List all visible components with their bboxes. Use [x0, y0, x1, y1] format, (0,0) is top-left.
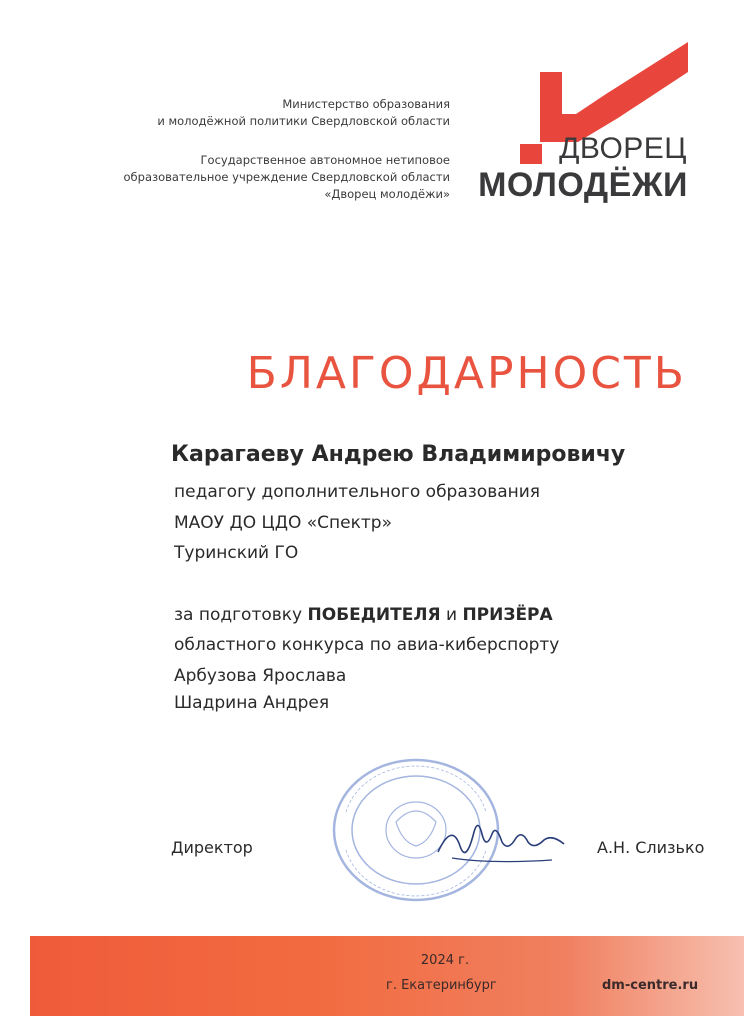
footer-city: г. Екатеринбург	[386, 978, 497, 993]
institution-line-2: образовательное учреждение Свердловской области	[123, 170, 450, 184]
director-label: Директор	[171, 838, 253, 857]
recipient-organization: МАОУ ДО ЦДО «Спектр»	[174, 513, 392, 533]
footer-year: 2024 г.	[420, 953, 470, 968]
institution-name	[124, 152, 450, 203]
footer-website: dm-centre.ru	[602, 978, 699, 993]
student-1: Арбузова Ярослава	[174, 666, 347, 686]
director-name: А.Н. Слизько	[597, 838, 705, 857]
contest-name: областного конкурса по авиа-киберспорту	[174, 635, 560, 655]
footer-year-container	[0, 953, 744, 968]
recipient-position: педагогу дополнительного образования	[174, 482, 541, 502]
reason-prize: ПРИЗЁРА	[462, 605, 553, 625]
recipient-district: Туринский ГО	[174, 543, 299, 563]
institution-line-1: Государственное автономное нетиповое	[200, 153, 450, 167]
logo-text-line-1: ДВОРЕЦ	[559, 132, 687, 165]
ministry-line-1: Министерство образования	[282, 97, 450, 111]
ministry-line-2: и молодёжной политики Свердловской области	[157, 114, 450, 128]
document-title: БЛАГОДАРНОСТЬ	[246, 348, 687, 399]
reason-prefix: за подготовку	[174, 605, 303, 625]
reason-conjunction: и	[445, 605, 458, 625]
logo-text-line-2: МОЛОДЁЖИ	[478, 166, 688, 204]
student-2: Шадрина Андрея	[174, 693, 330, 713]
reason-line	[174, 605, 553, 625]
institution-line-3: «Дворец молодёжи»	[324, 187, 450, 201]
recipient-name: Карагаеву Андрею Владимировичу	[171, 442, 626, 467]
handwritten-signature-icon	[432, 812, 572, 872]
footer-band	[30, 936, 744, 1016]
ministry-name	[157, 96, 450, 130]
reason-winner: ПОБЕДИТЕЛЯ	[307, 605, 441, 625]
